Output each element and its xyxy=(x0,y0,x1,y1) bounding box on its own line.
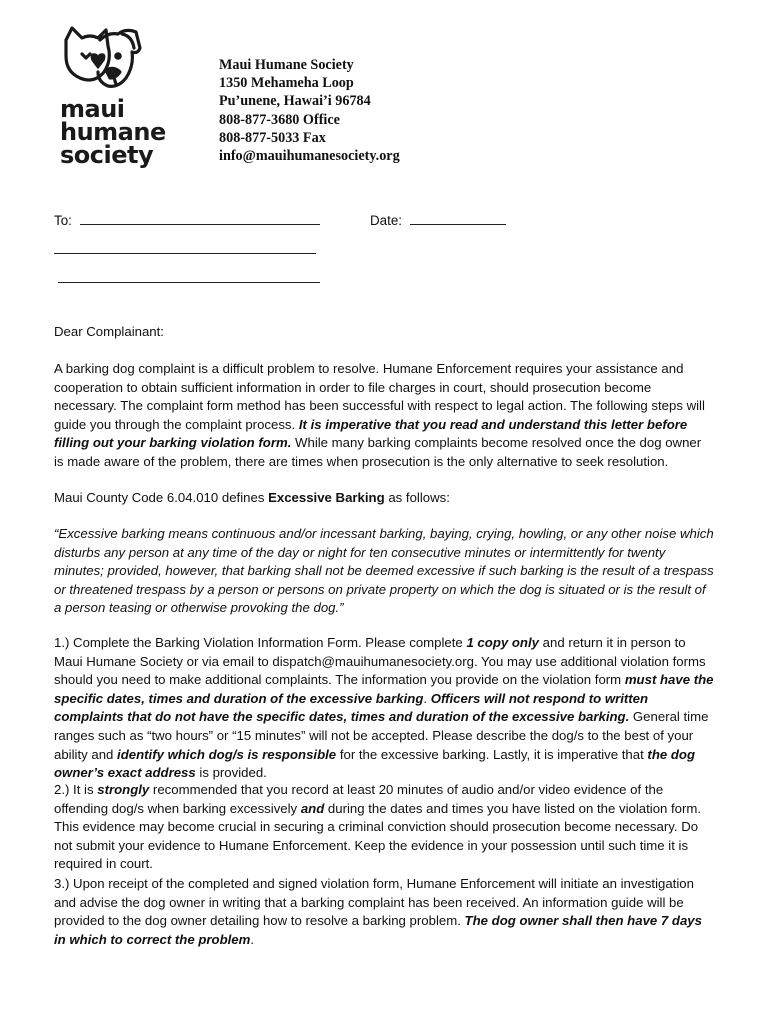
date-field xyxy=(370,213,506,229)
excessive-barking-term: Excessive Barking xyxy=(268,490,385,505)
imperative-notice: It is imperative that you read and understand this letter before filling out your barking violation form. xyxy=(54,416,688,451)
street-address: 1350 Mehameha Loop xyxy=(219,75,354,92)
to-field xyxy=(54,213,320,229)
dog-cat-logo-icon xyxy=(60,26,144,94)
city-state-zip: Pu’unene, Hawai’i 96784 xyxy=(219,93,371,110)
to-label: To: xyxy=(54,213,72,228)
step-1-paragraph: 1.) Complete the Barking Violation Information Form. Please complete 1 copy only and return it in person to Maui Humane Society or via email to dispatch@mauihumanesociety.org. You may use additional violation forms should you need to make additional complaints. The information you provide on the violation form must have the specific dates, times and duration of the excessive barking. Officers will not respond to written complaints that do not have the specific dates, times and duration of the excessive barking. General time ranges such as “two hours” or “15 minutes” will not be accepted. Please describe the dog/s to the best of your ability and identify which dog/s is responsible for the excessive barking. Lastly, it is imperative that the dog owner’s exact address is provided. xyxy=(54,635,714,781)
maui-humane-society-logo xyxy=(58,26,168,171)
fax-number: 808-877-5033 Fax xyxy=(219,129,326,146)
logo-word-maui: maui xyxy=(60,95,125,123)
salutation: Dear Complainant: xyxy=(54,324,164,339)
intro-paragraph: A barking dog complaint is a difficult problem to resolve. Humane Enforcement requires your assistance and cooperation to obtain sufficient information in order to file charges in court, should prosecution become necessary. The complaint form method has been successful with respect to legal action. The following steps will guide you through the complaint process. It is imperative that you read and understand this letter before filling out your barking violation form. While many barking complaints become resolved once the dog owner is made aware of the problem, there are times when prosecution is the only alternative to seek resolution. xyxy=(54,361,705,469)
logo-word-society: society xyxy=(60,141,154,169)
excessive-barking-definition: “Excessive barking means continuous and/or incessant barking, baying, crying, howling, or any other noise which disturbs any person at any time of the day or night for ten consecutive minutes or intermittently for twenty minutes; provided, however, that barking shall not be deemed excessive if such barking is the result of a trespass or threatened trespass by a person or persons on private property on which the dog is situated or is the result of a person teasing or otherwise provoking the dog.” xyxy=(54,526,714,616)
address-block xyxy=(219,56,400,165)
office-phone: 808-877-3680 Office xyxy=(219,111,340,128)
step-2-paragraph: 2.) It is strongly recommended that you record at least 20 minutes of audio and/or video evidence of the offending dog/s when barking excessively and during the dates and times you have listed on the violation form. This evidence may become crucial in securing a criminal conviction should prosecution become necessary. Do not submit your evidence to Humane Enforcement. Keep the evidence in your possession until such time it is required in court. xyxy=(54,782,702,872)
to-line-1[interactable] xyxy=(80,213,320,225)
organization-name: Maui Humane Society xyxy=(219,57,354,73)
to-line-2[interactable] xyxy=(54,242,316,254)
step-3-paragraph: 3.) Upon receipt of the completed and signed violation form, Humane Enforcement will initiate an investigation and advise the dog owner in writing that a barking complaint has been received. An information guide will be provided to the dog owner detailing how to resolve a barking problem. The dog owner shall then have 7 days in which to correct the problem. xyxy=(54,876,702,947)
to-line-2-wrap xyxy=(54,242,316,258)
date-line[interactable] xyxy=(410,213,506,225)
logo-word-humane: humane xyxy=(60,118,166,146)
date-label: Date: xyxy=(370,213,403,228)
to-line-3-wrap xyxy=(58,271,320,287)
email-address: info@mauihumanesociety.org xyxy=(219,148,400,165)
to-line-3[interactable] xyxy=(58,271,320,283)
county-code-paragraph: Maui County Code 6.04.010 defines Excessive Barking as follows: xyxy=(54,490,450,505)
